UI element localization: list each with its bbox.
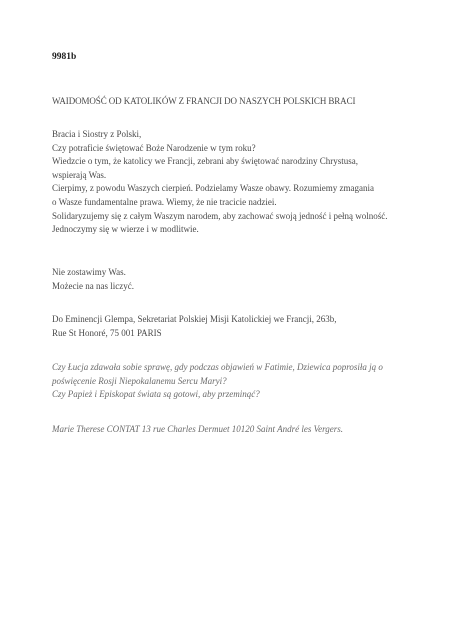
signature-line: Marie Therese CONTAT 13 rue Charles Dermuet 10120 Saint André les Vergers.	[52, 424, 343, 434]
address-block	[52, 313, 336, 340]
closing-line: Nie zostawimy Was.	[52, 267, 126, 277]
address-line: Do Eminencji Glempa, Sekretariat Polskiej Misji Katolickiej we Francji, 263b,	[52, 314, 337, 324]
question-line: Czy Papież i Episkopat świata są gotowi, aby przeminąć?	[52, 389, 260, 400]
letter-closing	[52, 266, 134, 293]
document-title: WAIDOMOŚĆ OD KATOLIKÓW Z FRANCJI DO NASZYCH POLSKICH BRACI	[52, 96, 356, 106]
document-id: 9981b	[52, 52, 77, 62]
letter-line: Cierpimy, z powodu Waszych cierpień. Podzielamy Wasze obawy. Rozumiemy zmagania	[52, 183, 374, 194]
questions-block	[52, 361, 383, 402]
letter-line: wspierają Was.	[52, 169, 107, 180]
closing-line: Możecie na nas liczyć.	[52, 280, 134, 291]
letter-line: Wiedzcie o tym, że katolicy we Francji, zebrani aby świętować narodziny Chrystusa,	[52, 156, 359, 167]
letter-body	[52, 128, 388, 237]
letter-line: Czy potraficie świętować Boże Narodzenie w tym roku?	[52, 142, 256, 153]
question-line: poświęcenie Rosji Niepokalanemu Sercu Maryi?	[52, 375, 227, 386]
letter-line: Jednoczymy się w wierze i w modlitwie.	[52, 224, 199, 235]
letter-line: o Wasze fundamentalne prawa. Wiemy, że nie tracicie nadziei.	[52, 196, 277, 207]
question-line: Czy Łucja zdawała sobie sprawę, gdy podczas objawień w Fatimie, Dziewica poprosiła ją o	[52, 362, 383, 372]
address-line: Rue St Honoré, 75 001 PARIS	[52, 327, 162, 338]
letter-line: Solidaryzujemy się z całym Waszym narodem, aby zachować swoją jedność i pełną wolność.	[52, 210, 388, 221]
letter-line: Bracia i Siostry z Polski,	[52, 129, 142, 139]
